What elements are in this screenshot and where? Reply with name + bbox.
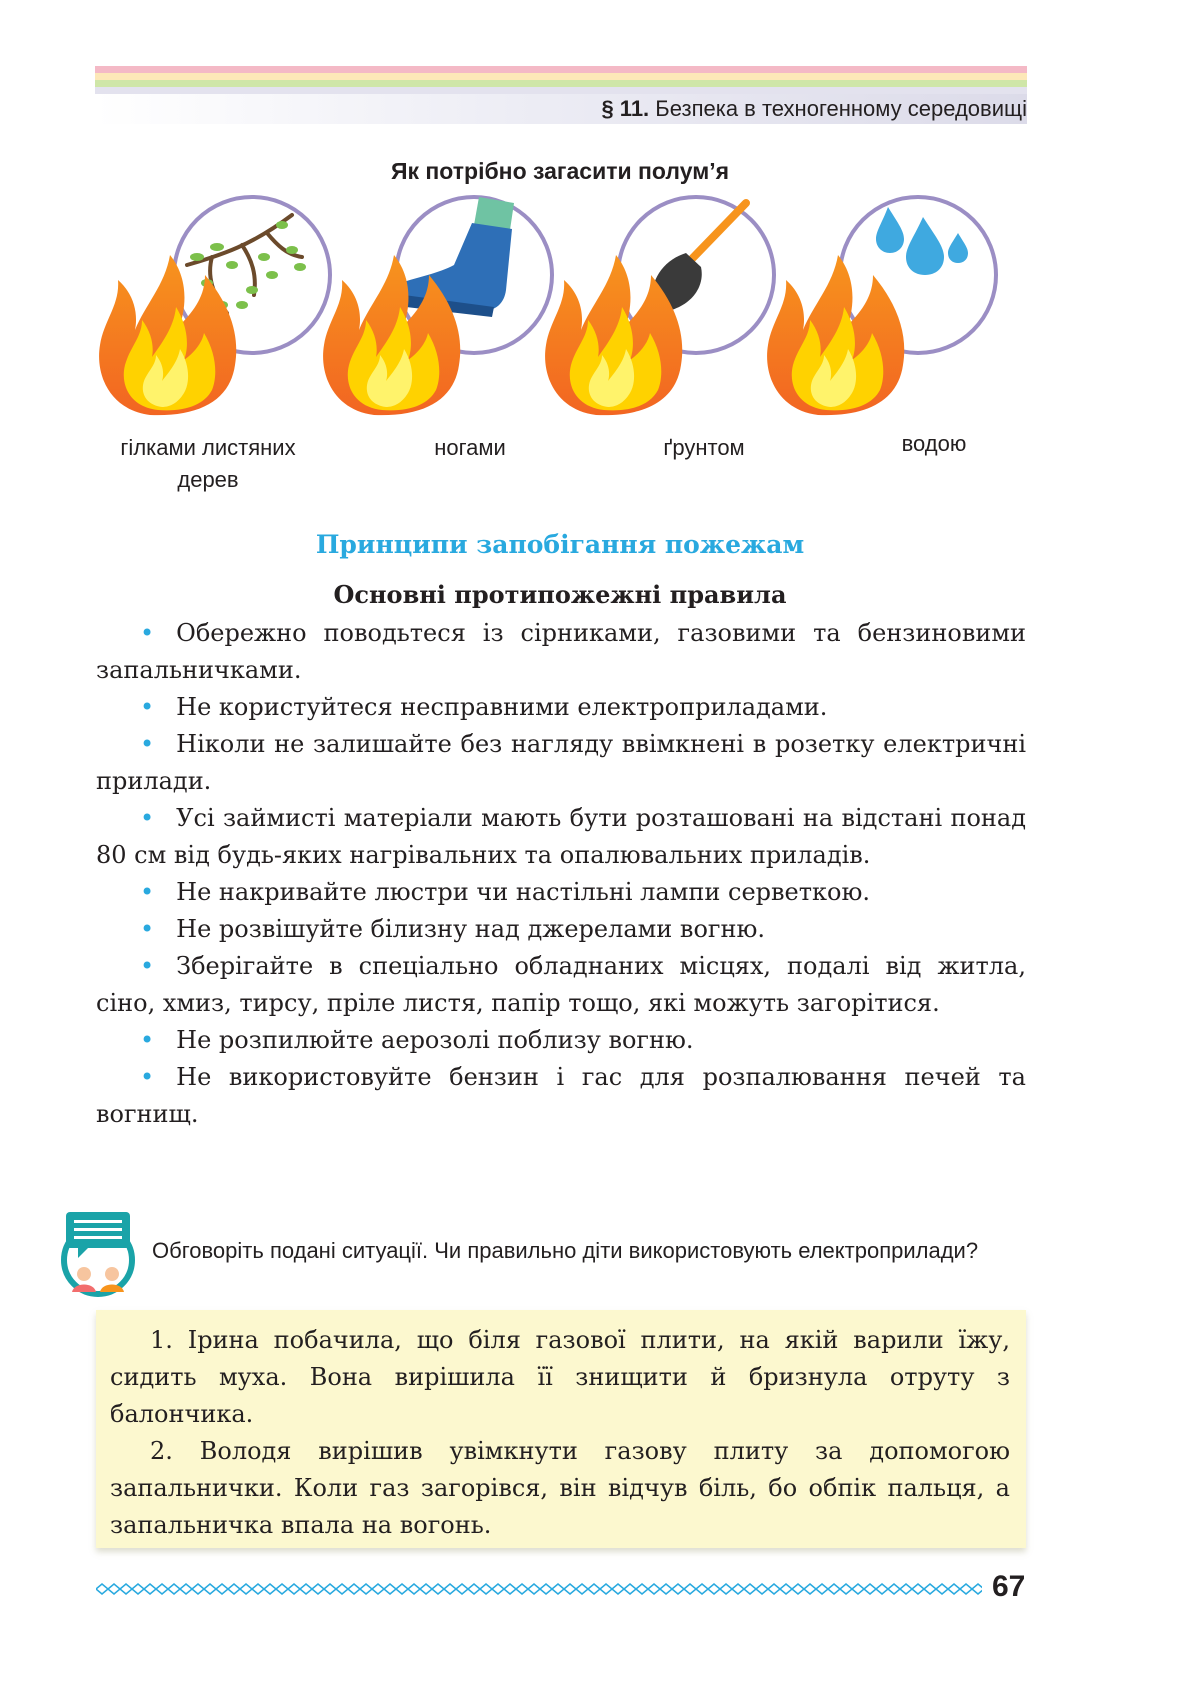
discussion-icon (58, 1210, 138, 1298)
list-item: • Не розвішуйте білизну над джерелами вогню. (140, 915, 765, 943)
caption-water: водою (901, 431, 967, 456)
principles-heading: Принципи запобігання пожежам (315, 530, 805, 559)
figure-item-branch (92, 195, 332, 425)
caption-soil: ґрунтом (663, 435, 745, 460)
figure-title: Як потрібно загасити полум’я (390, 158, 730, 184)
list-item: • Не розпилюйте аерозолі поблизу вогню. (140, 1026, 694, 1054)
list-item: • Не накривайте люстри чи настільні лампи серветкою. (140, 878, 870, 906)
page-number: 67 (992, 1570, 1026, 1603)
discussion-text: Обговоріть подані ситуації. Чи правильно діти використовують електроприлади? (152, 1238, 979, 1263)
list-item: • Ніколи не залишайте без нагляду ввімкнені в розетку електричні прилади. (96, 730, 1026, 795)
situation-item: 2. Володя вирішив увімкнути газову плиту за допомогою запальнички. Коли газ загорівся, він відчув біль, бо обпік пальця, а запальничка впала на вогонь. (110, 1437, 1010, 1539)
caption-branch: гілками листяних дерев (120, 435, 296, 492)
section-number: § 11. (601, 96, 650, 121)
section-header (95, 94, 1027, 124)
header-color-stripes (95, 66, 1027, 94)
caption-feet: ногами (434, 435, 506, 460)
list-item: • Не користуйтеся несправними електроприладами. (140, 693, 828, 721)
rules-list (96, 615, 1026, 1133)
situations-box (96, 1310, 1026, 1548)
list-item: • Усі займисті матеріали мають бути розташовані на відстані понад 80 см від будь-яких нагрівальних та опалювальних приладів. (96, 804, 1026, 869)
footer-ornament (96, 1582, 982, 1596)
figure-item-water (758, 195, 998, 425)
situation-item: 1. Ірина побачила, що біля газової плити, на якій варили їжу, сидить муха. Вона вирішила її знищити й бризнула отруту з балончика. (110, 1326, 1010, 1428)
figure-item-boot (314, 195, 554, 425)
list-item: • Не використовуйте бензин і гас для розпалювання печей та вогнищ. (96, 1063, 1026, 1128)
list-item: • Зберігайте в спеціально обладнаних місцях, подалі від житла, сіно, хмиз, тирсу, пріле листя, папір тощо, які можуть загорітися. (96, 952, 1026, 1017)
rules-subheading: Основні протипожежні правила (333, 580, 787, 609)
figure-item-shovel (536, 195, 776, 425)
list-item: • Обережно поводьтеся із сірниками, газовими та бензиновими запальничками. (96, 619, 1026, 684)
section-title: Безпека в техногенному середовищі (655, 96, 1027, 121)
